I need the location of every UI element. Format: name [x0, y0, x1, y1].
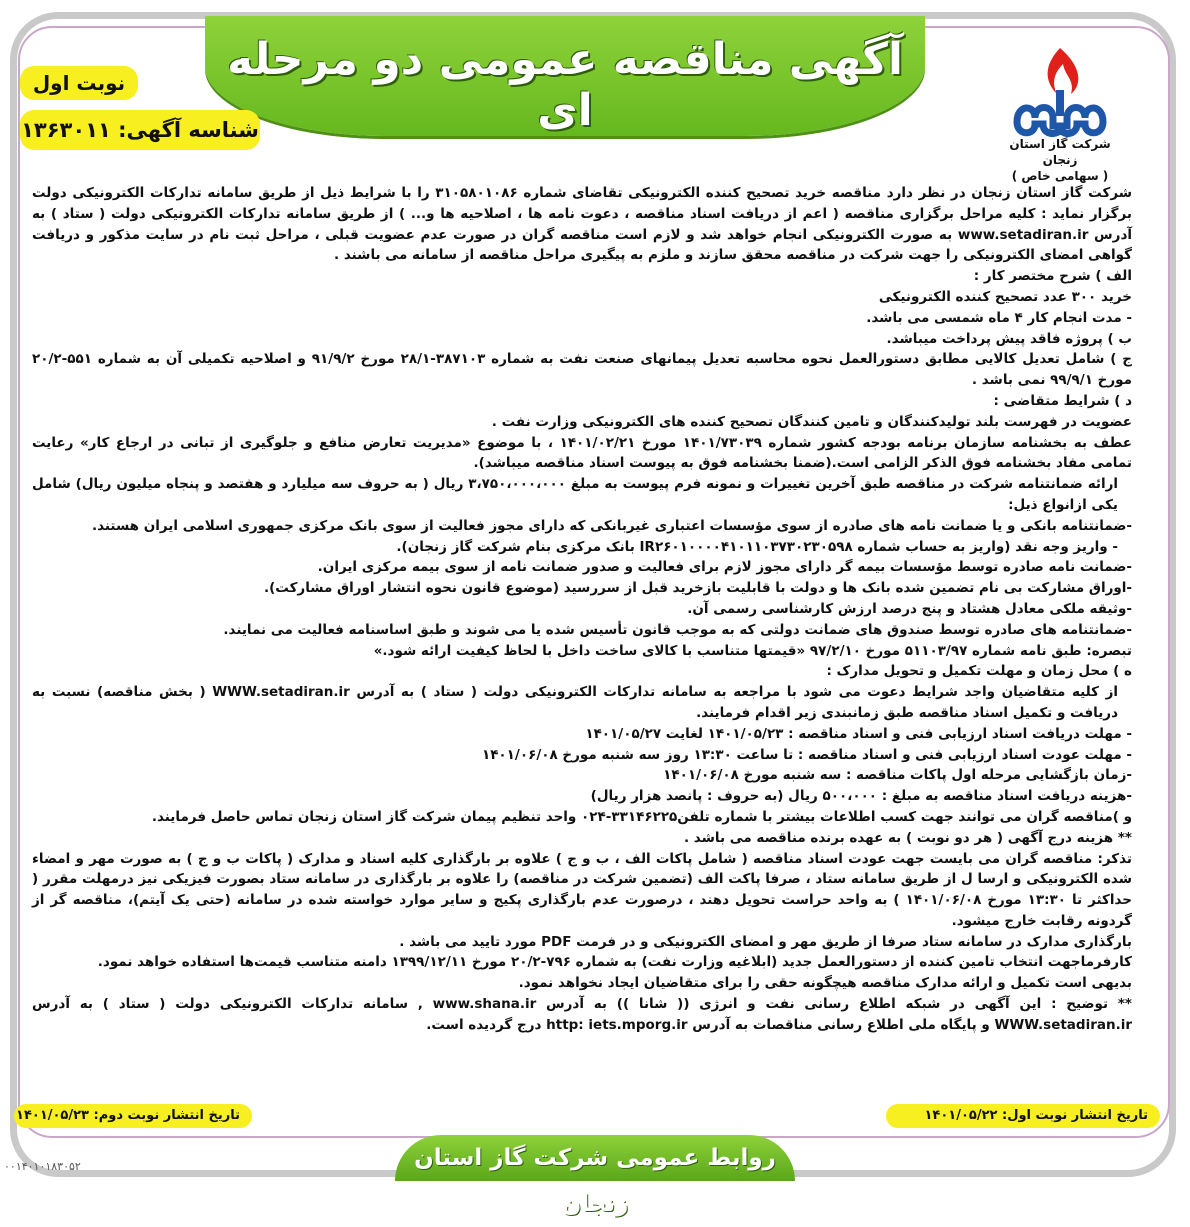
section-d-heading: د ) شرایط متقاضی :	[993, 392, 1132, 409]
section-a-item: خرید ۳۰۰ عدد تصحیح کننده الکترونیکی	[878, 288, 1132, 305]
note-line: تبصره: طبق نامه شماره ۵۱۱۰۳/۹۷ مورخ ۹۷/۲/۱۰ «قیمتها متناسب با کالای ساخت داخل با لحاظ کیفیت ارائه شود.»	[373, 642, 1132, 659]
guarantee-item: -ضمانت نامه صادره توسط مؤسسات بیمه گر دارای مجوز لازم برای فعالیت و صدور ضمانت نامه از سوی بیمه مرکزی ایران.	[317, 559, 1132, 576]
section-f: و )مناقصه گران می توانند جهت کسب اطلاعات بیشتر با شماره تلفن۳۳۱۴۶۲۲۵-۰۲۴ واحد تنظیم پیمان شرکت گاز استان زنجان تماس حاصل فرمایند.	[151, 808, 1132, 825]
schedule-item: - مهلت عودت اسناد ارزیابی فنی و اسناد مناقصه : تا ساعت ۱۳:۳۰ روز سه شنبه مورخ ۱۴۰۱/۰۶/۰۸	[481, 746, 1132, 763]
guarantee-item: -اوراق مشارکت بی نام تضمین شده بانک ها و دولت با قابلیت بازخرید قبل از سررسید (موضوع قانون نحوه انتشار اوراق مشارکت).	[263, 580, 1132, 597]
publication-note: ** توضیح : این آگهی در شبکه اطلاع رسانی نفت و انرژی (( شانا )) به آدرس www.shana.ir , سامانه تدارکات الکترونیکی دولت ( ستاد ) به آدرس WWW.setadiran.ir و پایگاه ملی اطلاع رسانی مناقصات به آدرس http: iets.mporg.ir درج گردیده است.	[32, 996, 1132, 1033]
ad-id-badge: شناسه آگهی: ۱۳۶۳۰۱۱	[20, 110, 260, 150]
section-c: ج ) شامل تعدیل کالایی مطابق دستورالعمل نحوه محاسبه تعدیل پیمانهای صنعت نفت به شماره ۳۸۷۱۰۳-۲۸/۱ مورخ ۹۱/۹/۲ و اصلاحیه تکمیلی آن به شماره ۵۵۱-۲۰/۲ مورخ ۹۹/۹/۱ نمی باشد .	[32, 351, 1132, 389]
tender-body	[32, 183, 1132, 1036]
ad-cost-note: ** هزینه درج آگهی ( هر دو نوبت ) به عهده برنده مناقصه می باشد .	[683, 829, 1132, 846]
upload-note: بارگذاری مدارک در سامانه ستاد صرفا از طریق مهر و امضای الکترونیکی و در فرمت PDF مورد تایید می باشد .	[399, 933, 1132, 950]
section-d-circular: عطف به بخشنامه سازمان برنامه بودجه کشور شماره ۱۴۰۱/۷۳۰۳۹ مورخ ۱۴۰۱/۰۲/۲۱ ، با موضوع «مدیریت تعارض منافع و جلوگیری از تبانی در ارجاع کار» رعایت تمامی مفاد بخشنامه فوق الذکر الزامی است.(ضمنا بخشنامه فوق به پیوست اسناد مناقصه میباشد).	[32, 434, 1132, 472]
round-badge: نوبت اول	[20, 66, 138, 100]
intro-paragraph: شرکت گاز استان زنجان در نظر دارد مناقصه خرید تصحیح کننده الکترونیکی تقاضای شماره ۳۱۰۵۸۰۱۰۸۶ را با شرایط ذیل از طریق سامانه تدارکات الکترونیکی دولت برگزار نماید : کلیه مراحل برگزاری مناقصه ( اعم از دریافت اسناد مناقصه ، دعوت نامه ها ، اصلاحیه ها و... ) از طریق سامانه تدارکات الکترونیکی دولت ( ستاد ) به آدرس www.setadiran.ir به صورت الکترونیکی انجام خواهد شد و لازم است مناقصه گران در صورت عدم عضویت قبلی ، مراحل ثبت نام در سایت مذکور و دریافت گواهی امضای الکترونیکی را جهت شرکت در مناقصه محقق سازند و ملزم به پیگیری مراحل مناقصه از سامانه می باشند .	[32, 185, 1133, 264]
section-e-heading: ه ) محل زمان و مهلت تکمیل و تحویل مدارک :	[826, 663, 1132, 680]
first-publication-date: تاریخ انتشار نوبت اول: ۱۴۰۱/۰۵/۲۲	[886, 1104, 1160, 1128]
guarantee-item: -وثیقه ملکی معادل هشتاد و پنج درصد ارزش کارشناسی رسمی آن.	[687, 600, 1132, 617]
flame-logo-icon	[1005, 44, 1115, 144]
second-publication-date: تاریخ انتشار نوبت دوم: ۱۴۰۱/۰۵/۲۳	[14, 1104, 252, 1128]
section-e-paragraph: از کلیه متقاضیان واجد شرایط دعوت می شود با مراجعه به سامانه تدارکات الکترونیکی دولت ( ستاد ) به آدرس WWW.setadiran.ir ( بخش مناقصه) نسبت به دریافت و تکمیل اسناد مناقصه طبق زمانبندی زیر اقدام فرمایند.	[32, 684, 1118, 721]
side-code: ۰۰۱۴۰۱۰۱۸۳۰۵۲	[4, 1160, 81, 1173]
schedule-item: -هزینه دریافت اسناد مناقصه به مبلغ : ۵۰۰،۰۰۰ ریال (به حروف : پانصد هزار ریال)	[590, 788, 1132, 805]
company-name-block	[990, 136, 1130, 184]
company-name: شرکت گاز استان زنجان	[1009, 137, 1111, 167]
page-title: آگهی مناقصه عمومی دو مرحله ای	[227, 34, 903, 136]
guarantee-item: -ضمانتنامه های صادره توسط صندوق های ضمانت دولتی که به موجب قانون تأسیس شده یا می شوند و طبق اساسنامه فعالیت می نمایند.	[223, 621, 1132, 638]
section-b: ب ) پروژه فاقد پیش پرداخت میباشد.	[886, 330, 1132, 347]
guarantee-paragraph: ارائه ضمانتنامه شرکت در مناقصه طبق آخرین تغییرات و نمونه فرم پیوست به مبلغ ۳،۷۵۰،۰۰۰،۰۰۰ ریال ( به حروف سه میلیارد و هفتصد و پنجاه میلیون ریال) شامل یکی ازانواع ذیل:	[32, 476, 1118, 513]
section-a-heading: الف ) شرح مختصر کار :	[973, 268, 1132, 285]
section-d-membership: عضویت در فهرست بلند تولیدکنندگان و تامین کنندگان تصحیح کننده های الکترونیکی وزارت نفت .	[491, 413, 1132, 430]
section-a-duration: - مدت انجام کار ۴ ماه شمسی می باشد.	[866, 309, 1132, 326]
guarantee-item: - واریز وجه نقد (واریز به حساب شماره IR۲۶۰۱۰۰۰۰۴۱۰۱۱۰۳۷۳۰۲۳۰۵۹۸ بانک مرکزی بنام شرکت گاز زنجان).	[396, 538, 1118, 555]
reminder-paragraph: تذکر: مناقصه گران می بایست جهت عودت اسناد مناقصه ( شامل پاکات الف ، ب و ج ) علاوه بر بارگذاری کلیه اسناد و مدارک ( پاکات ب و ج ) به صورت مهر و امضاء شده الکترونیکی و ارسا ل از طریق سامانه ستاد ، صرفا پاکت الف (تضمین شرکت در مناقصه) را علاوه بر بارگذاری در سامانه ستاد بصورت فیزیکی نیز درمهلت مقرر ( حداکثر تا ۱۳:۳۰ مورخ ۱۴۰۱/۰۶/۰۸ ) به واحد حراست تحویل دهند ، درصورت عدم بارگذاری پکیج و سایر موارد خواسته شده در سامانه (حتی یک آیتم)، مناقصه گر از گردونه رقابت خارج میشود.	[32, 850, 1132, 929]
schedule-item: -زمان بازگشایی مرحله اول پاکات مناقصه : سه شنبه مورخ ۱۴۰۱/۰۶/۰۸	[663, 767, 1132, 784]
public-relations-footer: روابط عمومی شرکت گاز استان زنجان	[395, 1135, 795, 1181]
company-type: ( سهامی خاص )	[1011, 169, 1109, 183]
employer-note: کارفرماجهت انتخاب تامین کننده از دستورالعمل جدید (ابلاغیه وزارت نفت) به شماره ۷۹۶-۲۰/۲ مورخ ۱۳۹۹/۱۲/۱۱ دامنه متناسب قیمت‌ها استفاده خواهد نمود.	[97, 954, 1132, 971]
schedule-item: - مهلت دریافت اسناد ارزیابی فنی و اسناد مناقصه : ۱۴۰۱/۰۵/۲۳ لغایت ۱۴۰۱/۰۵/۲۷	[585, 725, 1132, 742]
rights-note: بدیهی است تکمیل و ارائه مدارک مناقصه هیچگونه حقی را برای متقاضیان ایجاد نخواهد نمود.	[518, 975, 1132, 992]
guarantee-item: -ضمانتنامه بانکی و یا ضمانت نامه های صادره از سوی مؤسسات اعتباری غیربانکی که دارای مجوز فعالیت از سوی بانک مرکزی جمهوری اسلامی ایران هستند.	[92, 517, 1132, 534]
